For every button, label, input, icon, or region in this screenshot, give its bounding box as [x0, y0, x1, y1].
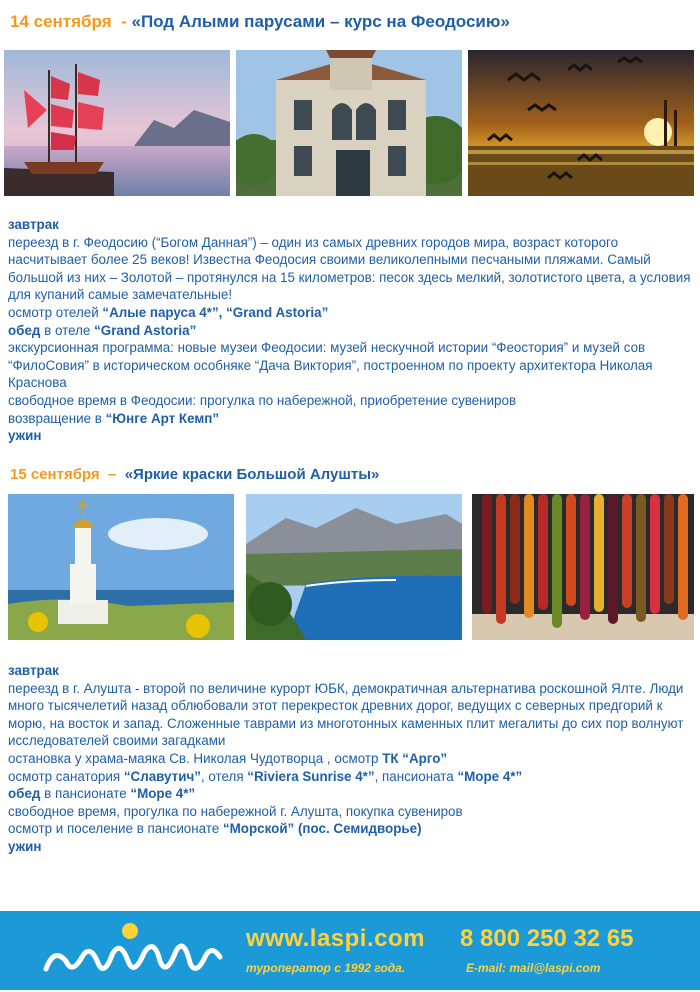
program-line-text: “Море 4*” [457, 768, 523, 784]
program-line [8, 820, 694, 838]
program-line-text: ТК “Арго” [382, 750, 448, 766]
program-line-text: обед [8, 322, 41, 338]
footer-banner [0, 911, 700, 990]
program-line-text: “Юнге Арт Кемп” [105, 410, 220, 426]
program-line [8, 216, 694, 234]
program-line-text: возвращение в [8, 410, 106, 426]
program-line [8, 322, 694, 340]
program-line-text: “Алые паруса 4*”, “Grand Astoria” [102, 304, 329, 320]
program-line-text: переезд в г. Алушта - второй по величине курорт ЮБК, демократичная альтернатива роскошной Ялте. Люди много тысячелетий назад облюбовали этот перекресток древних дорог, ведущих с северных предгорий к морю, на восток и запад. Сложенные таврами из многотонных каменных плит мегалиты до сих пор волнуют исследователей своими загадками [8, 680, 684, 749]
program-line-text: осмотр отелей [8, 304, 103, 320]
website-link[interactable]: www.laspi.com [246, 925, 425, 952]
program-line [8, 750, 694, 768]
program-line-text: экскурсионная программа: новые музеи Феодосии: музей нескучной истории “Феостория” и музей сов “ФилоСовия” в историческом особняке “Дача Виктория”, построенном по проекту архитектора Николая Краснова [8, 340, 653, 391]
day1-title [10, 12, 510, 32]
program-line-text: завтрак [8, 663, 59, 678]
program-line-text: , отеля [200, 768, 248, 784]
day1-program [8, 216, 694, 445]
program-line-text: свободное время в Феодосии: прогулка по набережной, приобретение сувениров [8, 392, 517, 408]
day1-date: 14 сентября [10, 12, 112, 31]
program-line-text: , пансионата [374, 768, 458, 784]
day2-title [10, 466, 379, 483]
program-line-text: “Riviera Sunrise 4*” [247, 768, 375, 784]
day2-name: «Яркие краски Большой Алушты» [124, 466, 380, 483]
laspi-logo [38, 917, 228, 992]
program-line-text: “Морской” (пос. Семидворье) [222, 821, 422, 837]
program-line [8, 838, 694, 856]
lighthouse-church-photo [8, 494, 234, 640]
churchkhela-photo [472, 494, 694, 640]
program-line-text: переезд в г. Феодосию (“Богом Данная”) – один из самых древних городов мира, возраст которого насчитывает более 25 веков! Известна Феодосия своими великолепными песчаными пляжами. Самый большой из них – Золотой – протянулся на 15 километров: песок здесь мелкий, золотистого цвета, а условия для купаний самые замечательные! [8, 234, 691, 303]
program-line [8, 339, 694, 392]
program-line-text: осмотр и поселение в пансионате [8, 821, 223, 837]
program-line [8, 304, 694, 322]
day1-name: «Под Алыми парусами – курс на Феодосию» [131, 12, 510, 31]
red-sails-ship-photo [4, 50, 230, 196]
program-line-text: обед [8, 786, 41, 802]
program-line [8, 768, 694, 786]
program-line-text: остановка у храма-маяка Св. Николая Чудотворца , осмотр [8, 750, 383, 766]
program-line [8, 803, 694, 821]
day2-program [8, 662, 694, 856]
program-line-text: “Море 4*” [130, 786, 196, 802]
day1-separator: - [111, 12, 132, 31]
program-line-text: “Славутич” [123, 768, 201, 784]
program-line [8, 427, 694, 445]
phone-number[interactable]: 8 800 250 32 65 [460, 925, 634, 952]
program-line [8, 410, 694, 428]
villa-photo [236, 50, 462, 196]
program-line-text: ужин [8, 838, 42, 854]
program-line-text: завтрак [8, 217, 59, 232]
program-line [8, 234, 694, 304]
program-line [8, 662, 694, 680]
day2-date: 15 сентября [10, 466, 100, 483]
program-line-text: ужин [8, 428, 42, 444]
program-line-text: “Grand Astoria” [94, 322, 197, 338]
program-line-text: осмотр санатория [8, 768, 124, 784]
program-line-text: в отеле [40, 322, 95, 338]
day2-separator: – [99, 466, 125, 483]
program-line [8, 392, 694, 410]
program-line-text: в пансионате [40, 786, 131, 802]
email-link[interactable]: E-mail: mail@laspi.com [466, 961, 601, 975]
tagline: туроператор с 1992 года. [246, 961, 406, 975]
sunset-seagulls-photo [468, 50, 694, 196]
program-line [8, 785, 694, 803]
coast-mountains-photo [246, 494, 462, 640]
program-line [8, 680, 694, 750]
program-line-text: свободное время, прогулка по набережной г. Алушта, покупка сувениров [8, 803, 463, 819]
